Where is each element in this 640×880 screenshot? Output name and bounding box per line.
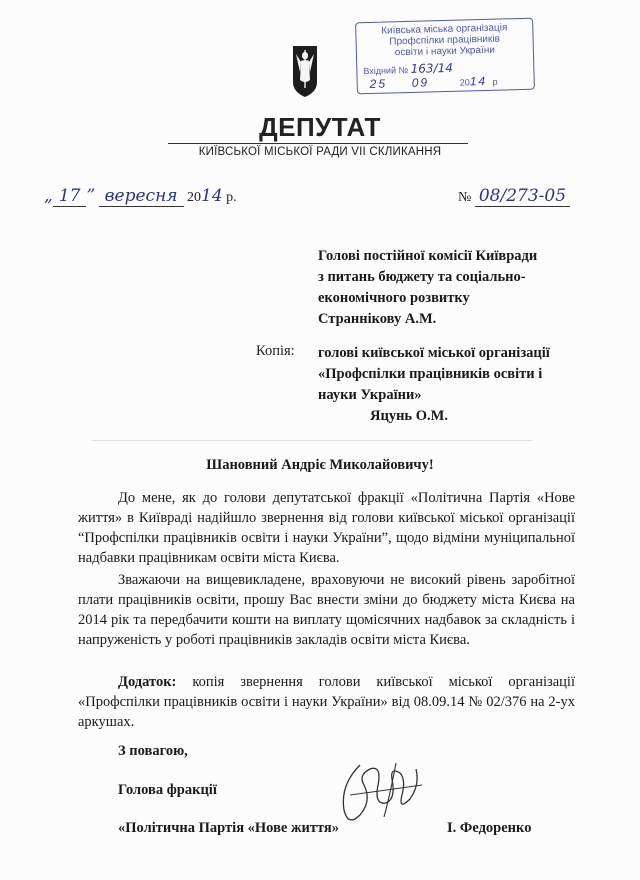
letterhead-rule: [168, 143, 468, 144]
closing-regards: З повагою,: [118, 743, 188, 759]
attachment-text: копія звернення голови київської міської організації «Профспілки працівників освіти і науки України» від 08.09.14 № 02/376 на 2-ух аркушах.: [78, 674, 575, 730]
fold-line: [92, 440, 532, 441]
stamp-line-3: освіти і науки України: [394, 44, 496, 59]
stamp-date-row: [370, 75, 530, 91]
salutation: Шановний Андріє Миколайовичу!: [206, 457, 434, 473]
addressee-line-1: Голові постійної комісії Київради: [318, 248, 538, 264]
body-paragraph-2: Зважаючи на вищевикладене, враховуючи не високий рівень заробітної плати працівників освіти, прошу Вас внести зміни до бюджету міста Києва на 2014 рік та передбачити кошти на виплату щомісячних надбавок за складність і напруженість у роботі працівників закладів освіти міста Києва.: [78, 572, 575, 648]
stamp-date-month: 09: [411, 75, 430, 90]
addressee-line-2: з питань бюджету та соціально-: [318, 269, 526, 285]
number-label: №: [458, 190, 472, 205]
letterhead-subtitle: КИЇВСЬКОЇ МІСЬКОЇ РАДИ VII СКЛИКАННЯ: [198, 146, 442, 158]
date-quote-close: ”: [86, 186, 96, 206]
stamp-incoming-number: 163/14: [410, 60, 454, 76]
letterhead-title: ДЕПУТАТ: [259, 112, 381, 142]
stamp-line-1: Київська міська організація: [381, 22, 508, 37]
copy-line-1: голові київської міської організації: [318, 345, 550, 361]
copy-label: Копія:: [256, 343, 295, 359]
stamp-incoming-label: Вхідний №: [363, 64, 409, 77]
incoming-registration-stamp: [355, 18, 535, 95]
handwritten-signature: [330, 755, 440, 835]
date-year-prefix: 20: [187, 190, 202, 205]
addressee-block: [318, 246, 537, 330]
date-quote-open: „: [44, 186, 53, 206]
closing-position: Голова фракції: [118, 782, 217, 798]
signer-name: І. Федоренко: [447, 820, 532, 836]
stamp-date-year-suffix: 14: [469, 73, 488, 89]
stamp-line-2: Профспілки працівників: [389, 33, 501, 48]
outgoing-number: [458, 186, 570, 206]
copy-line-4: Яцунь О.М.: [370, 408, 448, 424]
attachment-label: Додаток:: [118, 674, 177, 690]
addressee-line-4: Страннікову А.М.: [318, 311, 437, 327]
date-year-unit: р.: [226, 190, 237, 205]
stamp-date-day: 25: [369, 76, 388, 91]
copy-line-3: науки України»: [318, 387, 422, 403]
attachment-paragraph: [78, 672, 575, 732]
closing-party: «Політична Партія «Нове життя»: [118, 820, 339, 836]
copy-line-2: «Профспілки працівників освіти і: [318, 366, 543, 382]
date-year-suffix: 14: [201, 186, 223, 206]
stamp-date-year-prefix: 20: [459, 77, 470, 88]
document-date: [44, 186, 237, 206]
kyiv-coat-of-arms-icon: [292, 44, 318, 98]
date-month: вересня: [99, 186, 184, 207]
number-value: 08/273-05: [475, 186, 570, 207]
copy-block: [318, 343, 550, 427]
addressee-line-3: економічного розвитку: [318, 290, 470, 306]
stamp-date-year-unit: р: [492, 76, 498, 87]
body-paragraph-1: До мене, як до голови депутатської фракції «Політична Партія «Нове життя» в Київраді надійшло звернення від голови київської міської організації “Профспілки працівників освіти і науки України”, щодо відміни муніципальної надбавки працівникам освіти міста Києва.: [78, 490, 575, 566]
date-day: 17: [53, 186, 87, 207]
